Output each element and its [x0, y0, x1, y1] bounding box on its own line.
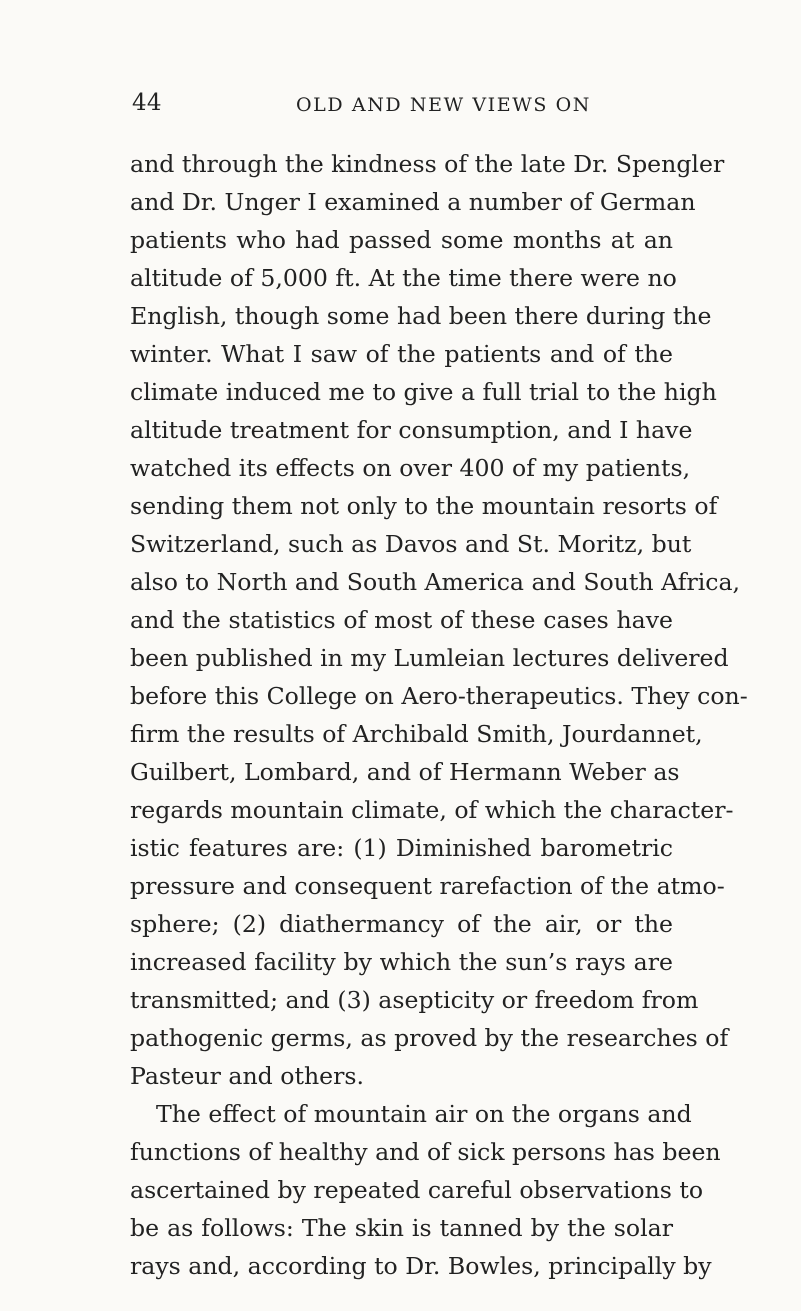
text-line: firm the results of Archibald Smith, Jourdannet, — [130, 720, 703, 748]
text-line: Switzerland, such as Davos and St. Moritz, but — [130, 530, 692, 558]
text-line: climate induced me to give a full trial to the high — [130, 378, 717, 406]
text-line: be as follows: The skin is tanned by the solar — [130, 1214, 673, 1242]
text-line: Guilbert, Lombard, and of Hermann Weber as — [130, 758, 680, 786]
text-line: before this College on Aero-therapeutics. They con- — [130, 682, 748, 710]
text-line: Pasteur and others. — [130, 1062, 365, 1090]
text-line: ascertained by repeated careful observations to — [130, 1176, 704, 1204]
page-number: 44 — [132, 90, 162, 116]
text-line: pathogenic germs, as proved by the researches of — [130, 1024, 729, 1052]
text-line: and the statistics of most of these cases have — [130, 606, 673, 634]
text-line: patients who had passed some months at an — [130, 226, 673, 254]
text-line: also to North and South America and South Africa, — [130, 568, 741, 596]
text-line: sphere; (2) diathermancy of the air, or the — [130, 910, 673, 938]
text-line: sending them not only to the mountain resorts of — [130, 492, 718, 520]
text-line: istic features are: (1) Diminished barometric — [130, 834, 673, 862]
body-text — [130, 145, 748, 1285]
text-line: and Dr. Unger I examined a number of German — [130, 188, 696, 216]
text-line: altitude treatment for consumption, and I have — [130, 416, 693, 444]
text-line: functions of healthy and of sick persons has been — [130, 1138, 721, 1166]
text-line: rays and, according to Dr. Bowles, principally by — [130, 1252, 712, 1280]
text-line: and through the kindness of the late Dr. Spengler — [130, 150, 725, 178]
text-line: English, though some had been there during the — [130, 302, 712, 330]
text-line: transmitted; and (3) asepticity or freedom from — [130, 986, 699, 1014]
running-head: OLD AND NEW VIEWS ON — [296, 94, 592, 116]
text-line: winter. What I saw of the patients and of the — [130, 340, 673, 368]
text-line: watched its effects on over 400 of my patients, — [130, 454, 691, 482]
text-line: been published in my Lumleian lectures delivered — [130, 644, 729, 672]
page-header — [0, 90, 801, 130]
text-line: regards mountain climate, of which the character- — [130, 796, 734, 824]
text-line: altitude of 5,000 ft. At the time there were no — [130, 264, 677, 292]
text-line: increased facility by which the sun’s rays are — [130, 948, 673, 976]
text-line: The effect of mountain air on the organs and — [156, 1100, 692, 1128]
text-line: pressure and consequent rarefaction of the atmo- — [130, 872, 725, 900]
